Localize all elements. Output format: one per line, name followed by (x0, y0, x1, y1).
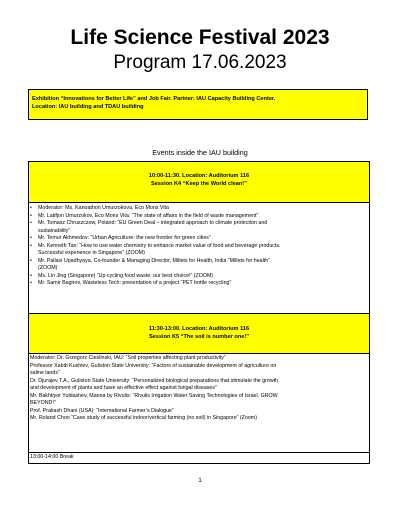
exhibition-line-1: Exhibition “Innovations for Better Life” and Job Fair. Partner: IAU Capacity Building Center. (32, 96, 276, 102)
session-k5-header (29, 313, 369, 353)
session-k5-title: Session K5 “The soil is number one!” (148, 334, 250, 340)
list-item: • Mr. Latifjon Umurzokov, Eco Mons Vita: “The state of affairs in the field of waste management” (30, 212, 259, 219)
session-k5-line: and development of plants and have an effective effect against fungal diseases” (30, 385, 217, 391)
session-k4-header (29, 162, 369, 202)
session-k5-line: Dr. Djurajev T.A., Guliston State University: “Personalized biological preparations that stimulate the growth (30, 377, 279, 384)
bullet-icon: • (30, 235, 32, 241)
list-item: • Mr. Kenneth Tan: “How to use water chemistry to enhance market value of food and beverage products. (30, 242, 281, 249)
bullet-icon: • (30, 220, 32, 226)
bullet-icon: • (30, 272, 32, 279)
session-k5-line: Prof. Prakash Dhani (USA): “International Farmer’s Dialogue” (30, 407, 174, 414)
session-k5-line: Professor Xabib Kushiev, Guliston State University: “Factors of sustainable development of agriculture on (30, 362, 277, 369)
exhibition-line-2: Location: IAU building and TDAU building (32, 104, 144, 110)
bullet-icon: • (30, 257, 32, 264)
session-k5-line: Mr. Bakhtiyor Yuldashev, Manna by Rivulis: “Rivulis Irrigation Water Saving Technologies of Israel. GROW (30, 392, 278, 399)
session-k5-line: saline lands” (30, 370, 60, 376)
break-text: 13:00-14:00 Break (30, 454, 74, 460)
session-k5-line: Mr. Roland Choo “Case study of successful indoor/vertical farming (no soil) in Singapore” (Zoom) (30, 415, 257, 421)
events-heading: Events inside the IAU building (152, 148, 248, 157)
session-k5-line: BEYOND!” (30, 400, 56, 406)
list-item-continuation: sustainability” (38, 227, 71, 234)
page-number: 1 (198, 478, 202, 484)
session-k5-line: Moderator: Dr. Grzegorz Cieslinski, IAU: “Soil properties affecting plant productivity” (30, 355, 226, 361)
list-item-continuation: (ZOOM) (38, 265, 58, 271)
break-row (29, 452, 369, 463)
list-item: • Ms. Lin Jing (Singapore) “Up cycling food waste: our best choice!” (ZOOM) (30, 272, 214, 279)
list-item-continuation: Successful experience in Singapore” (ZOOM) (38, 250, 145, 256)
session-k4-title: Session K4 “Keep the World clean!” (151, 181, 247, 187)
list-item: • Mr. Samir Bagirov, Wasteless Tech: presentation of a project “PET bottle recycling” (30, 280, 232, 286)
session-k5-time: 11:30-13:00. Location: Auditorium 116 (148, 326, 250, 332)
bullet-icon: • (30, 280, 32, 286)
session-k4-content (29, 202, 369, 313)
list-item: • Mr. Temur Akhmedov: “Urban Agriculture: the new frontier for green cities” (30, 235, 211, 241)
bullet-icon: • (30, 205, 32, 211)
page-title: Life Science Festival 2023 (70, 26, 330, 49)
list-item: • Mr. Tomasz Chruszczow, Poland: “EU Green Deal – integrated approach to climate protection and (30, 220, 268, 226)
session-k4-list (29, 205, 369, 288)
exhibition-box (28, 89, 368, 120)
list-item: • Moderator: Ms. Kanoathon Umurzokova, Eco Mons Vita (30, 205, 169, 211)
session-k5-content (29, 353, 369, 452)
session-k4-time: 10:00-11:30. Location: Auditorium 116 (148, 173, 250, 179)
program-table (28, 161, 370, 464)
page-subtitle: Program 17.06.2023 (113, 52, 287, 73)
list-item: • Mr. Pallavi Upadhyaya, Co-founder & Managing Director, Millets for Health, India “Millets for health” (30, 257, 270, 264)
bullet-icon: • (30, 212, 32, 219)
bullet-icon: • (30, 242, 32, 249)
